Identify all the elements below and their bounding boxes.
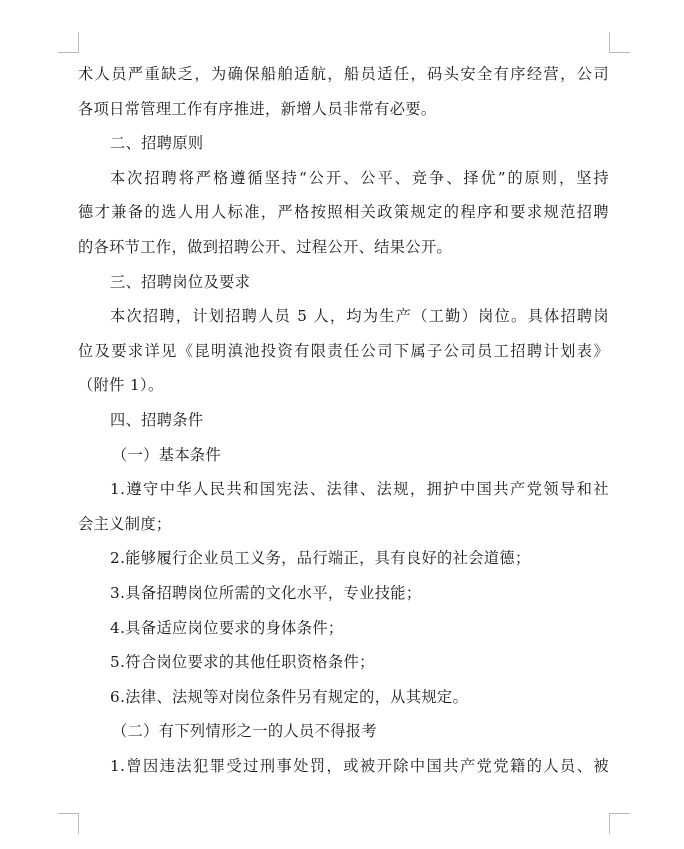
crop-mark-top-right: [609, 32, 630, 53]
subsection-heading: （一）基本条件: [112, 445, 222, 464]
crop-mark-top-left: [58, 32, 79, 53]
document-body: [78, 57, 609, 783]
body-line: 术人员严重缺乏，为确保船舶适航，船员适任，码头安全有序经营，公司: [78, 65, 609, 83]
subsection-heading: （二）有下列情形之一的人员不得报考: [112, 722, 377, 741]
section-heading: 四、招聘条件: [110, 410, 204, 429]
body-line: 各项日常管理工作有序推进，新增人员非常有必要。: [78, 99, 437, 118]
crop-mark-bottom-right: [609, 813, 630, 834]
body-line: 本次招聘，计划招聘人员 5 人，均为生产（工勤）岗位。具体招聘岗: [110, 307, 609, 326]
body-line: 的各环节工作，做到招聘公开、过程公开、结果公开。: [78, 237, 453, 256]
body-line: 本次招聘将严格遵循坚持“公开、公平、竞争、择优”的原则，坚持: [110, 168, 609, 187]
body-line: （附件 1）。: [78, 376, 164, 395]
section-heading: 三、招聘岗位及要求: [110, 272, 251, 291]
list-item-continuation: 会主义制度；: [78, 514, 172, 533]
body-line: 位及要求详见《昆明滇池投资有限责任公司下属子公司员工招聘计划表》: [78, 341, 609, 360]
list-item: 5.符合岗位要求的其他任职资格条件；: [110, 653, 375, 672]
crop-mark-bottom-left: [58, 813, 79, 834]
list-item: 1.曾因违法犯罪受过刑事处罚，或被开除中国共产党党籍的人员、被: [110, 756, 609, 775]
section-heading: 二、招聘原则: [110, 134, 204, 153]
list-item: 4.具备适应岗位要求的身体条件；: [110, 618, 344, 637]
list-item: 2.能够履行企业员工义务，品行端正，具有良好的社会道德；: [110, 549, 531, 568]
list-item: 6.法律、法规等对岗位条件另有规定的，从其规定。: [110, 687, 469, 706]
list-item: 3.具备招聘岗位所需的文化水平，专业技能；: [110, 583, 422, 602]
list-item: 1.遵守中华人民共和国宪法、法律、法规，拥护中国共产党领导和社: [110, 480, 609, 499]
body-line: 德才兼备的选人用人标准，严格按照相关政策规定的程序和要求规范招聘: [78, 203, 609, 222]
